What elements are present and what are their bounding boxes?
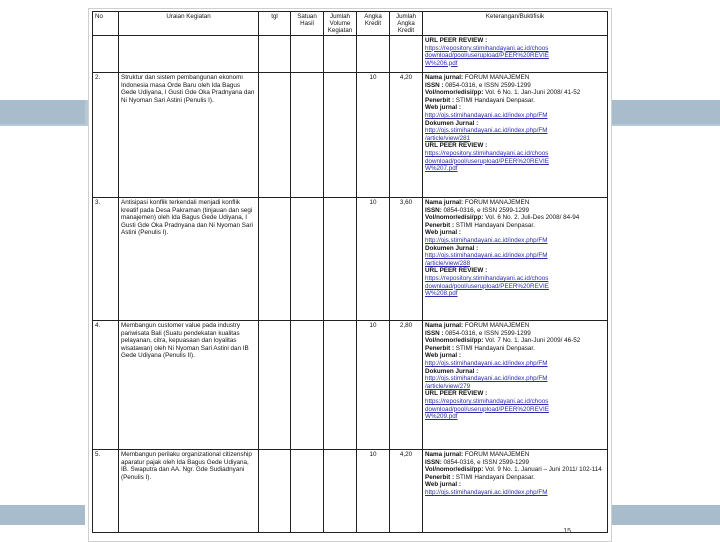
row-jumlah: 3,60 — [390, 198, 423, 321]
header-angka-kredit: Angka Kredit — [357, 12, 390, 36]
peer-review-link[interactable]: W%206.pdf — [425, 59, 458, 67]
journal-document-link[interactable]: http://ojs.stimihandayani.ac.id/index.php/FM — [425, 375, 548, 383]
continuation-cell: URL PEER REVIEW : https://repository.stimihandayani.ac.id/choos download/pool/userupload/PEER%20REVIE W%206.pdf — [423, 36, 608, 73]
row-keterangan: Nama jurnal: FORUM MANAJEMEN ISSN : 0854-0316, e ISSN 2599-1299 Vol/nomor/edisi/pp: Vol. 7 No. 1. Jan-Juni 2009/ 46-52 Penerbit : STIMI Handayani Denpasar. Web jurnal : http://ojs.stimihandayani.ac.id/index.php/FM Dokumen Jurnal : http://ojs.stimihandayani.ac.id/index.php/FM /article/view/279 URL PEER REVIEW : https://repository.stimihandayani.ac.id/choos download/pool/userupload/PEER%20REVIE W%209.pdf — [423, 321, 608, 450]
slide-deco-left-bottom — [0, 505, 85, 525]
journal-document-link[interactable]: /article/view/288 — [425, 259, 471, 267]
journal-document-link[interactable]: http://ojs.stimihandayani.ac.id/index.php/FM — [425, 127, 548, 135]
row-number: 3. — [93, 198, 119, 321]
header-satuan: Satuan Hasil — [291, 12, 324, 36]
peer-review-link[interactable]: W%209.pdf — [425, 413, 458, 421]
header-uraian: Uraian Kegiatan — [119, 12, 259, 36]
peer-review-link[interactable]: https://repository.stimihandayani.ac.id/choos — [425, 397, 549, 405]
row-uraian: Membangun customer value pada industry pariwisata Bali (Suatu pendekatan kualitas pelayanan, citra, kepuasaan dan loyalitas wisatawan) oleh Ni Nyoman Sari Astini dan IB Gede Udiyana (Penulis II). — [119, 321, 259, 450]
activity-table — [92, 11, 608, 533]
table-row — [93, 450, 608, 533]
peer-review-link[interactable]: https://repository.stimihandayani.ac.id/choos — [425, 149, 549, 157]
row-angka-kredit: 10 — [357, 73, 390, 198]
journal-document-link[interactable]: http://ojs.stimihandayani.ac.id/index.php/FM — [425, 252, 548, 260]
header-no: No — [93, 12, 119, 36]
row-keterangan: Nama jurnal: FORUM MANAJEMEN ISSN: 0854-0316, e ISSN 2599-1299 Vol/nomor/edisi/pp: Vol. 6 No. 2. Juli-Des 2008/ 84-94 Penerbit : STIMI Handayani Denpasar. Web jurnal : http://ojs.stimihandayani.ac.id/index.php/FM Dokumen Jurnal : http://ojs.stimihandayani.ac.id/index.php/FM /article/view/288 URL PEER REVIEW : https://repository.stimihandayani.ac.id/choos download/pool/userupload/PEER%20REVIE W%208.pdf — [423, 198, 608, 321]
row-uraian: Antisipasi konflik terkendali menjadi konflik kreatif pada Desa Pakraman (tinjauan dan segi manajemen) oleh Ida Bagus Gede Udiyana, I Gusti Gde Oka Pradnyana dan Ni Nyoman Sari Astini (Penulis I). — [119, 198, 259, 321]
web-journal-link[interactable]: http://ojs.stimihandayani.ac.id/index.php/FM — [425, 236, 548, 244]
peer-review-link[interactable]: download/pool/userupload/PEER%20REVIE — [425, 157, 549, 165]
row-angka-kredit: 10 — [357, 450, 390, 533]
row-uraian: Membangun perilaku organizational citizenship aparatur pajak oleh Ida Bagus Gede Udiyana, IB. Swaputra dan AA. Ngr. Gde Sudiadnyani (Penulis I). — [119, 450, 259, 533]
header-jumlah-volume: Jumlah Volume Kegiatan — [324, 12, 357, 36]
row-keterangan: Nama jurnal: FORUM MANAJEMEN ISSN : 0854-0316, e ISSN 2599-1299 Vol/nomor/edisi/pp: Vol. 6 No. 1. Jan-Juni 2008/ 41-52 Penerbit : STIMI Handayani Denpasar. Web jurnal : http://ojs.stimihandayani.ac.id/index.php/FM Dokumen Jurnal : http://ojs.stimihandayani.ac.id/index.php/FM /article/view/281 URL PEER REVIEW : https://repository.stimihandayani.ac.id/choos download/pool/userupload/PEER%20REVIE W%207.pdf — [423, 73, 608, 198]
peer-review-link[interactable]: download/pool/userupload/PEER%20REVIE — [425, 52, 549, 60]
peer-review-link[interactable]: W%207.pdf — [425, 165, 458, 173]
journal-document-link[interactable]: /article/view/281 — [425, 134, 471, 142]
header-tgl: tgl — [259, 12, 291, 36]
web-journal-link[interactable]: http://ojs.stimihandayani.ac.id/index.php/FM — [425, 359, 548, 367]
row-uraian: Struktur dan sistem pembangunan ekonomi Indonesia masa Orde Baru oleh Ida Bagus Gede Udiyana, I Gusti Gde Oka Pradnyana dan Ni Nyoman Sari Astini (Penulis I). — [119, 73, 259, 198]
row-number: 2. — [93, 73, 119, 198]
peer-review-link[interactable]: download/pool/userupload/PEER%20REVIE — [425, 405, 549, 413]
peer-review-link[interactable]: https://repository.stimihandayani.ac.id/choos — [425, 44, 549, 52]
journal-document-link[interactable]: /article/view/279 — [425, 382, 471, 390]
row-keterangan: Nama jurnal: FORUM MANAJEMEN ISSN: 0854-0316, e ISSN 2599-1299 Vol/nomor/edisi/pp: Vol. 9 No. 1. Januari – Juni 2011/ 102-114 Penerbit : STIMI Handayani Denpasar. Web jurnal : http://ojs.stimihandayani.ac.id/index.php/FM — [423, 450, 608, 533]
row-jumlah: 2,80 — [390, 321, 423, 450]
header-jumlah-angka-kredit: Jumlah Angka Kredit — [390, 12, 423, 36]
web-journal-link[interactable]: http://ojs.stimihandayani.ac.id/index.php/FM — [425, 111, 548, 119]
peer-review-link[interactable]: https://repository.stimihandayani.ac.id/choos — [425, 274, 549, 282]
row-number: 4. — [93, 321, 119, 450]
row-jumlah: 4,20 — [390, 73, 423, 198]
table-row — [93, 321, 608, 450]
web-journal-link[interactable]: http://ojs.stimihandayani.ac.id/index.php/FM — [425, 488, 548, 496]
table-row — [93, 36, 608, 73]
row-angka-kredit: 10 — [357, 321, 390, 450]
row-jumlah: 4,20 — [390, 450, 423, 533]
row-angka-kredit: 10 — [357, 198, 390, 321]
document-page — [88, 8, 612, 542]
row-number: 5. — [93, 450, 119, 533]
table-row — [93, 73, 608, 198]
table-row — [93, 198, 608, 321]
slide-deco-right — [612, 100, 720, 124]
table-header-row — [93, 12, 608, 36]
slide-deco-right-bottom — [612, 505, 720, 525]
header-keterangan: Keterangan/Buktifisik — [423, 12, 608, 36]
peer-review-link[interactable]: W%208.pdf — [425, 290, 458, 298]
slide-deco-left — [0, 100, 85, 124]
page-number: 15 — [563, 528, 571, 535]
peer-review-link[interactable]: download/pool/userupload/PEER%20REVIE — [425, 282, 549, 290]
